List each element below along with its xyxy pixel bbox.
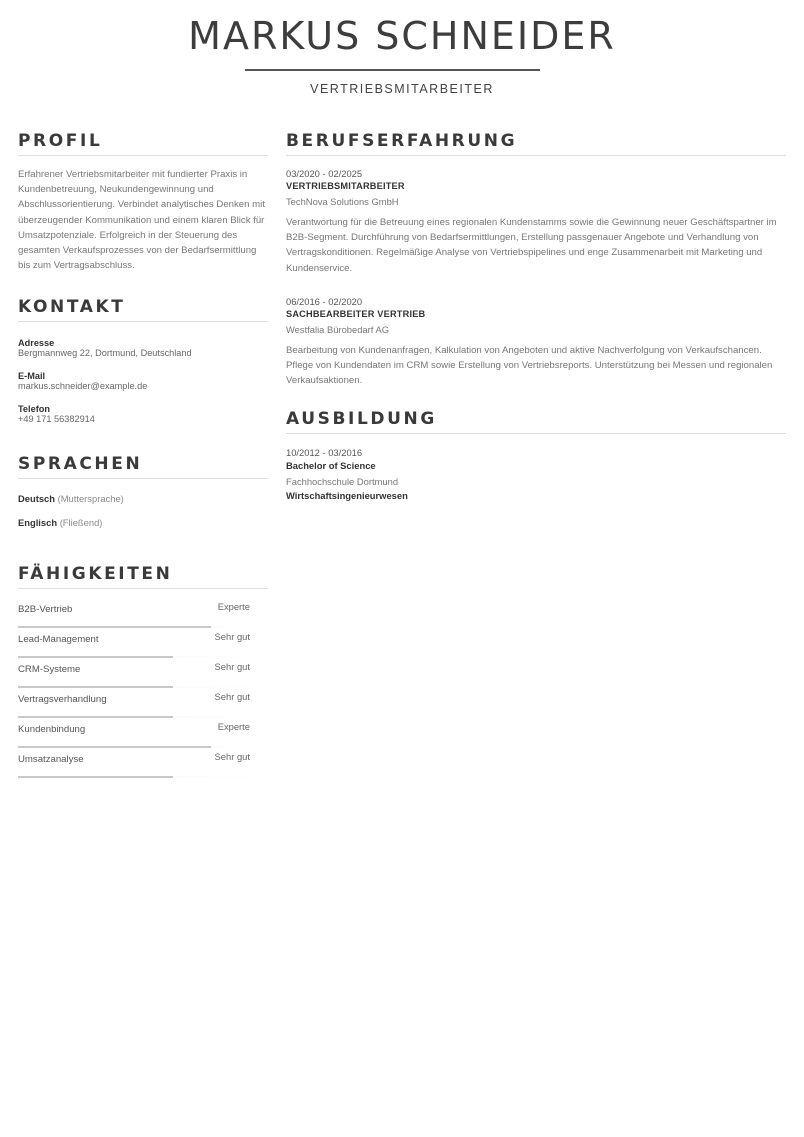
experience-divider [286, 155, 786, 156]
skill-row [18, 658, 268, 688]
contact-address-label: Adresse [18, 338, 55, 348]
profile-heading: PROFIL [18, 131, 103, 151]
skill-bar-fill [18, 776, 173, 778]
language-item [18, 517, 102, 528]
job-company: Westfalia Bürobedarf AG [286, 324, 390, 335]
job-company: TechNova Solutions GmbH [286, 196, 399, 207]
candidate-name: MARKUS SCHNEIDER [188, 14, 616, 58]
language-item [18, 493, 124, 504]
skill-level: Sehr gut [214, 661, 250, 672]
skill-name: Vertragsverhandlung [18, 694, 107, 705]
education-field: Wirtschaftsingenieurwesen [286, 490, 408, 501]
job-role: SACHBEARBEITER VERTRIEB [286, 309, 426, 319]
language-level: (Muttersprache) [57, 493, 124, 504]
skill-level: Sehr gut [214, 691, 250, 702]
skills-divider [18, 588, 268, 589]
skill-level: Sehr gut [214, 751, 250, 762]
skill-level: Experte [217, 721, 250, 732]
language-name: Deutsch [18, 493, 55, 504]
education-divider [286, 433, 786, 434]
skill-row [18, 688, 268, 718]
job-entry [286, 296, 786, 389]
skill-name: CRM-Systeme [18, 664, 81, 675]
job-date: 03/2020 - 02/2025 [286, 168, 363, 179]
skill-level: Sehr gut [214, 631, 250, 642]
skill-row [18, 748, 268, 778]
education-school: Fachhochschule Dortmund [286, 476, 399, 487]
education-entry [286, 447, 786, 501]
contact-address-value: Bergmannweg 22, Dortmund, Deutschland [18, 348, 192, 358]
language-name: Englisch [18, 517, 58, 528]
skill-name: B2B-Vertrieb [18, 604, 73, 615]
skill-level: Experte [217, 601, 250, 612]
skill-name: Lead-Management [18, 634, 99, 645]
contact-divider [18, 321, 268, 322]
contact-address [18, 338, 268, 358]
profile-divider [18, 155, 268, 156]
job-description: Verantwortung für die Betreuung eines regionalen Kundenstamms sowie die Gewinnung neuer Geschäftspartner im B2B-Segment. Durchführung von Bedarfsermittlungen, Erstellung passgenauer Angebote und Verhandlung von Vertragskonditionen. Regelmäßige Analyse von Vertriebspipelines und enge Zusammenarbeit mit Marketing und Kundenservice. [286, 217, 777, 274]
education-heading: AUSBILDUNG [286, 409, 437, 429]
education-date: 10/2012 - 03/2016 [286, 447, 363, 458]
job-date: 06/2016 - 02/2020 [286, 296, 363, 307]
candidate-job-title: VERTRIEBSMITARBEITER [310, 82, 494, 96]
job-description: Bearbeitung von Kundenanfragen, Kalkulation von Angeboten und aktive Nachverfolgung von Verkaufschancen. Pflege von Kundendaten im CRM sowie Erstellung von Vertriebsreports. Unterstützung bei Messen und regionalen Verkaufsaktionen. [286, 345, 773, 387]
profile-text: Erfahrener Vertriebsmitarbeiter mit fundierter Praxis in Kundenbetreuung, Neukundengewinnung und Abschlussorientierung. Verbindet analytisches Denken mit überzeugender Kommunikation und einem klaren Blick für Umsatzpotenziale. Erfolgreich in der Steuerung des gesamten Verkaufsprozesses von der Bedarfsermittlung bis zum Vertragsabschluss. [18, 169, 265, 272]
contact-phone-label: Telefon [18, 404, 50, 414]
education-degree: Bachelor of Science [286, 460, 376, 471]
contact-phone-value[interactable]: +49 171 56382914 [18, 414, 95, 424]
contact-heading: KONTAKT [18, 297, 126, 317]
languages-heading: SPRACHEN [18, 454, 143, 474]
contact-email-value[interactable]: markus.schneider@example.de [18, 381, 148, 391]
skill-name: Umsatzanalyse [18, 754, 84, 765]
job-entry [286, 168, 786, 276]
skills-heading: FÄHIGKEITEN [18, 564, 173, 584]
contact-phone [18, 404, 268, 424]
name-divider [245, 69, 540, 71]
languages-divider [18, 478, 268, 479]
contact-email [18, 371, 268, 391]
contact-email-label: E-Mail [18, 371, 46, 381]
skill-name: Kundenbindung [18, 724, 86, 735]
language-level: (Fließend) [59, 517, 103, 528]
skill-row [18, 598, 268, 628]
skill-row [18, 718, 268, 748]
skill-row [18, 628, 268, 658]
experience-heading: BERUFSERFAHRUNG [286, 131, 518, 151]
job-role: VERTRIEBSMITARBEITER [286, 181, 405, 191]
